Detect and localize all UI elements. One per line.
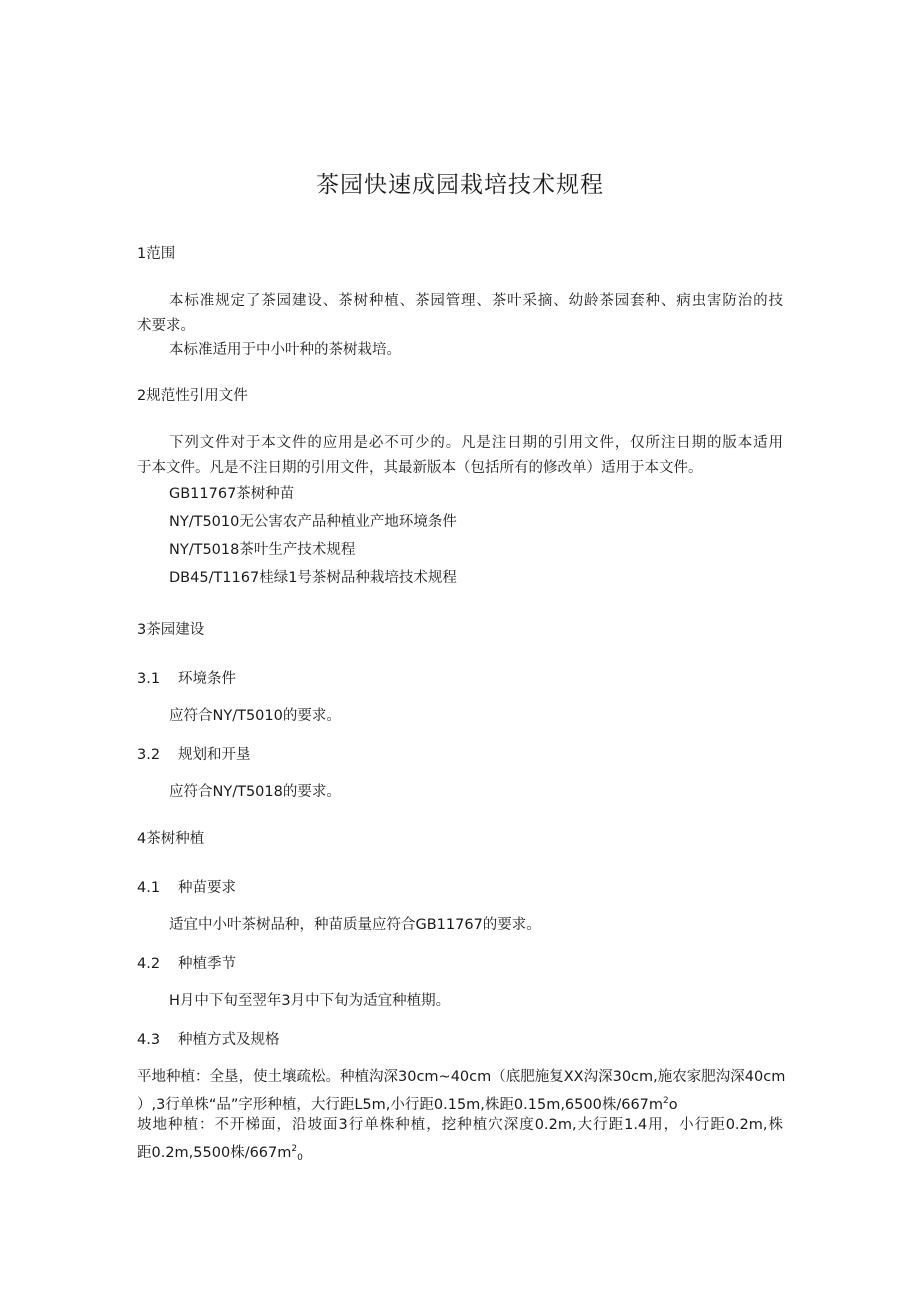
flat-planting-line-2-tail: o	[668, 1097, 678, 1113]
subsection-4-2-number: 4.2	[137, 956, 161, 972]
section-1-paragraph-1-line-2: 术要求。	[137, 318, 195, 334]
reference-item: NY/T5010无公害农产品种植业产地环境条件	[169, 514, 457, 530]
subsection-3-2-text: 应符合NY/T5018的要求。	[169, 784, 341, 800]
subsection-4-1-number: 4.1	[137, 880, 161, 896]
subsection-3-1-number: 3.1	[137, 671, 161, 687]
section-1-paragraph-1-line-1: 本标准规定了茶园建设、茶树种植、茶园管理、茶叶采摘、幼龄茶园套种、病虫害防治的技	[169, 293, 783, 309]
subsection-4-2-title: 种植季节	[178, 956, 236, 972]
reference-item: NY/T5018茶叶生产技术规程	[169, 542, 356, 558]
section-2-paragraph-line-1: 下列文件对于本文件的应用是必不可少的。凡是注日期的引用文件，仅所注日期的版本适用	[169, 435, 783, 451]
section-2-heading: 2规范性引用文件	[137, 388, 248, 404]
section-1-heading: 1范围	[137, 246, 176, 262]
section-1-paragraph-2: 本标准适用于中小叶种的茶树栽培。	[169, 342, 401, 358]
slope-planting-line-1: 坡地种植：不开梯面，沿坡面3行单株种植，挖种植穴深度0.2m,大行距1.4用，小行距0.2m,株	[137, 1117, 783, 1133]
section-3-heading: 3茶园建设	[137, 622, 205, 638]
flat-planting-line-2	[137, 1091, 678, 1115]
subsection-3-2-number: 3.2	[137, 747, 161, 763]
subsection-3-1-text: 应符合NY/T5010的要求。	[169, 708, 341, 724]
superscript: 2	[663, 1096, 669, 1106]
reference-item: GB11767茶树种苗	[169, 486, 295, 502]
subsection-4-1-text: 适宜中小叶茶树品种，种苗质量应符合GB11767的要求。	[169, 917, 541, 933]
slope-planting-line-2	[137, 1139, 303, 1168]
reference-item: DB45/T1167桂绿1号茶树品种栽培技术规程	[169, 570, 457, 586]
subsection-4-2-text: H月中下旬至翌年3月中下旬为适宜种植期。	[169, 993, 451, 1009]
subsection-4-3-number: 4.3	[137, 1032, 161, 1048]
document-title: 茶园快速成园栽培技术规程	[316, 172, 604, 198]
section-4-heading: 4茶树种植	[137, 831, 205, 847]
superscript: 2	[291, 1144, 298, 1154]
subscript: 0	[297, 1153, 303, 1163]
subsection-3-1-title: 环境条件	[178, 671, 236, 687]
flat-planting-line-2-text: ）,3行单株“品”字形种植，大行距L5m,小行距0.15m,株距0.15m,6500株/667m	[137, 1097, 664, 1113]
subsection-4-1-title: 种苗要求	[178, 880, 236, 896]
subsection-3-2-title: 规划和开垦	[178, 747, 251, 763]
slope-planting-line-2-text: 距0.2m,5500株/667m	[137, 1145, 292, 1161]
subsection-4-3-title: 种植方式及规格	[178, 1032, 280, 1048]
flat-planting-line-1: 平地种植：全垦，使土壤疏松。种植沟深30cm~40cm（底肥施复XX沟深30cm,施农家肥沟深40cm	[137, 1069, 786, 1085]
section-2-paragraph-line-2: 于本文件。凡是不注日期的引用文件，其最新版本（包括所有的修改单）适用于本文件。	[137, 460, 703, 476]
